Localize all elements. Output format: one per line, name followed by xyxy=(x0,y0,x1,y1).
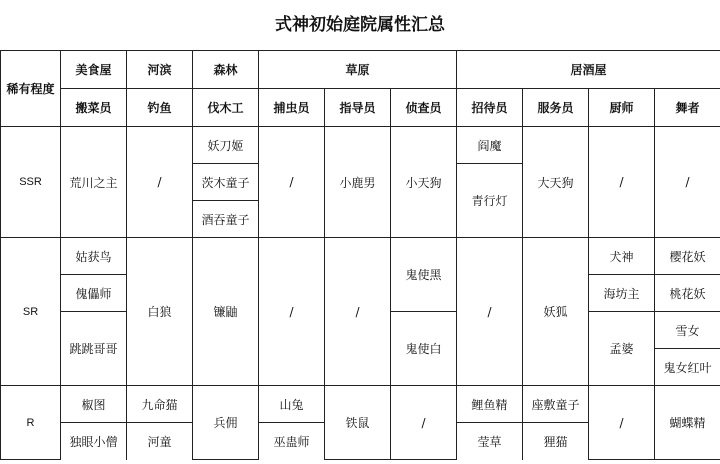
job-header-fuwuyuan: 服务员 xyxy=(523,89,589,127)
cell-r-buchongyuan-1: 山兔 xyxy=(259,386,325,423)
cell-r-fuwuyuan-1: 座敷童子 xyxy=(523,386,589,423)
cell-sr-zhaodaiyuan: / xyxy=(457,238,523,386)
cell-sr-chushi-2: 海坊主 xyxy=(589,275,655,312)
cell-r-zhaodaiyuan-1: 鲤鱼精 xyxy=(457,386,523,423)
cell-sr-wuzhe-2: 桃花妖 xyxy=(655,275,720,312)
cell-sr-chushi-3: 孟婆 xyxy=(589,312,655,386)
cell-sr-banjaiyuan-1: 姑获鸟 xyxy=(61,238,127,275)
cell-ssr-diaoyu: / xyxy=(127,127,193,238)
location-header-caoyuan: 草原 xyxy=(259,51,457,89)
job-header-wuzhe: 舞者 xyxy=(655,89,720,127)
cell-ssr-chushi: / xyxy=(589,127,655,238)
cell-ssr-famugong-3: 酒吞童子 xyxy=(193,201,259,238)
cell-sr-banjaiyuan-3: 跳跳哥哥 xyxy=(61,312,127,386)
cell-sr-famugong: 镰鼬 xyxy=(193,238,259,386)
cell-sr-chushi-1: 犬神 xyxy=(589,238,655,275)
cell-ssr-fuwuyuan: 大天狗 xyxy=(523,127,589,238)
cell-r-banjaiyuan-1: 椒图 xyxy=(61,386,127,423)
cell-sr-wuzhe-1: 樱花妖 xyxy=(655,238,720,275)
attribute-table xyxy=(0,50,720,460)
cell-r-fuwuyuan-2: 狸猫 xyxy=(523,423,589,460)
job-header-diaoyu: 钓鱼 xyxy=(127,89,193,127)
cell-sr-wuzhe-3: 雪女 xyxy=(655,312,720,349)
cell-sr-wuzhe-4: 鬼女红叶 xyxy=(655,349,720,386)
job-header-buchongyuan: 捕虫员 xyxy=(259,89,325,127)
location-header-jujiuwu: 居酒屋 xyxy=(457,51,720,89)
cell-r-chushi: / xyxy=(589,386,655,460)
cell-ssr-famugong-2: 茨木童子 xyxy=(193,164,259,201)
cell-r-buchongyuan-2: 巫蛊师 xyxy=(259,423,325,460)
cell-sr-buchongyuan: / xyxy=(259,238,325,386)
job-header-zhaodaiyuan: 招待员 xyxy=(457,89,523,127)
cell-ssr-wuzhe: / xyxy=(655,127,720,238)
cell-r-diaoyu-2: 河童 xyxy=(127,423,193,460)
cell-sr-zhidaoyuan: / xyxy=(325,238,391,386)
cell-r-zhidaoyuan: 铁鼠 xyxy=(325,386,391,460)
cell-ssr-zhaodaiyuan-2: 青行灯 xyxy=(457,164,523,238)
rarity-r: R xyxy=(1,386,61,460)
cell-ssr-zhaodaiyuan-1: 阎魔 xyxy=(457,127,523,164)
cell-sr-diaoyu: 白狼 xyxy=(127,238,193,386)
location-header-meishiwu: 美食屋 xyxy=(61,51,127,89)
location-header-hebin: 河滨 xyxy=(127,51,193,89)
rarity-header: 稀有程度 xyxy=(1,51,61,127)
page-title: 式神初始庭院属性汇总 xyxy=(275,15,445,35)
cell-sr-zhenchayuan-2: 鬼使白 xyxy=(391,312,457,386)
job-header-banjaiyuan: 搬菜员 xyxy=(61,89,127,127)
cell-ssr-banjaiyuan: 荒川之主 xyxy=(61,127,127,238)
cell-r-zhaodaiyuan-2: 莹草 xyxy=(457,423,523,460)
cell-r-zhenchayuan: / xyxy=(391,386,457,460)
cell-ssr-zhenchayuan: 小天狗 xyxy=(391,127,457,238)
cell-r-famugong: 兵佣 xyxy=(193,386,259,460)
cell-r-wuzhe: 蝴蝶精 xyxy=(655,386,720,460)
cell-sr-zhenchayuan-1: 鬼使黑 xyxy=(391,238,457,312)
cell-sr-fuwuyuan: 妖狐 xyxy=(523,238,589,386)
cell-ssr-famugong-1: 妖刀姬 xyxy=(193,127,259,164)
job-header-zhenchayuan: 侦查员 xyxy=(391,89,457,127)
cell-r-diaoyu-1: 九命猫 xyxy=(127,386,193,423)
rarity-sr: SR xyxy=(1,238,61,386)
cell-sr-banjaiyuan-2: 傀儡师 xyxy=(61,275,127,312)
rarity-ssr: SSR xyxy=(1,127,61,238)
location-header-senlin: 森林 xyxy=(193,51,259,89)
job-header-zhidaoyuan: 指导员 xyxy=(325,89,391,127)
job-header-chushi: 厨师 xyxy=(589,89,655,127)
cell-ssr-buchongyuan: / xyxy=(259,127,325,238)
cell-ssr-zhidaoyuan: 小鹿男 xyxy=(325,127,391,238)
cell-r-banjaiyuan-2: 独眼小僧 xyxy=(61,423,127,460)
job-header-famugong: 伐木工 xyxy=(193,89,259,127)
